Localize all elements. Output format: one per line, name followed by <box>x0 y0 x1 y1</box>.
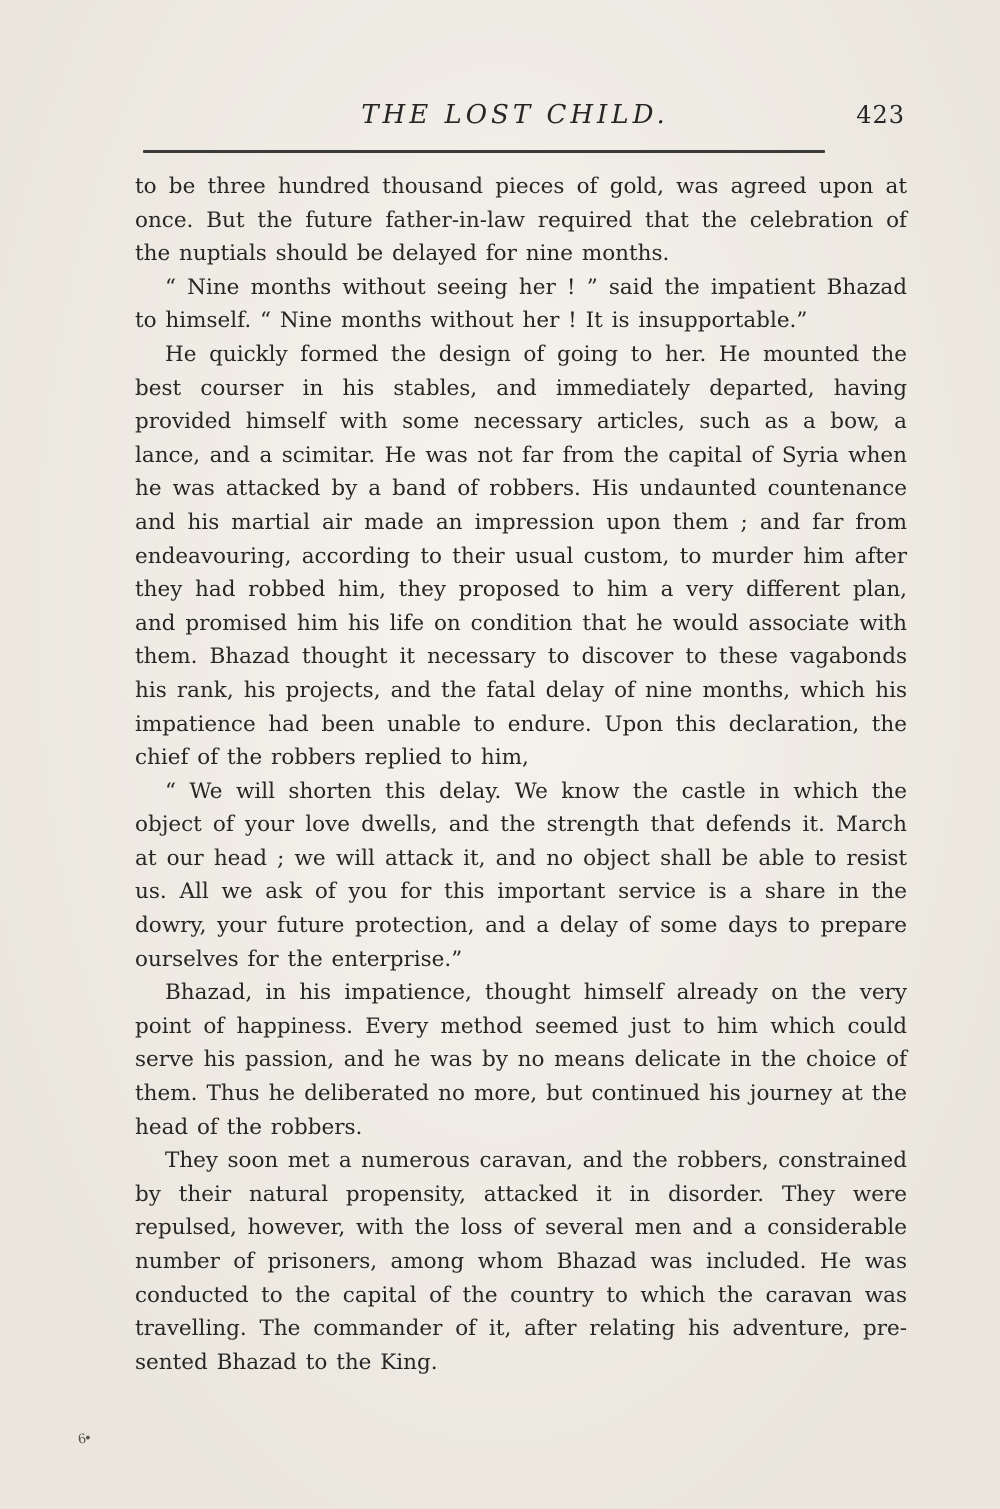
paragraph: They soon met a numerous caravan, and the robbers, constrained by their natural propensity, attacked it in disorder. They were repulsed, however, with the loss of several men and a considerable number of prisoners, among whom Bhazad was included. He was conducted to the capital of the country to which the caravan was travelling. The commander of it, after relating his adventure, presented Bhazad to the King. <box>135 1148 907 1375</box>
paragraph: “ Nine months without seeing her ! ” said the impatient Bhazad to himself. “ Nine months without her ! It is insupportable.” <box>135 274 907 334</box>
running-header <box>135 100 905 130</box>
page-title: THE LOST CHILD. <box>361 100 669 130</box>
scan-artifact-mark: 6• <box>77 1431 91 1448</box>
paragraph: “ We will shorten this delay. We know the castle in which the object of your love dwells, and the strength that defends it. March at our head ; we will attack it, and no object shall be able to resist us. All we ask of you for this important service is a share in the dowry, your future protection, and a delay of some days to prepare ourselves for the enterprise.” <box>135 778 907 972</box>
page-number: 423 <box>856 101 905 129</box>
header-rule-divider <box>143 150 825 153</box>
paragraph: to be three hundred thousand pieces of gold, was agreed upon at once. But the future father-in-law required that the celebration of the nuptials should be delayed for nine months. <box>135 174 907 267</box>
paragraph: He quickly formed the design of going to her. He mounted the best courser in his stables, and immediately departed, having provided himself with some necessary articles, such as a bow, a lance, and a scimitar. He was not far from the capital of Syria when he was attacked by a band of robbers. His undaunted countenance and his martial air made an impression upon them ; and far from endeavouring, according to their usual custom, to murder him after they had robbed him, they proposed to him a very different plan, and promised him his life on condition that he would associate with them. Bhazad thought it necessary to discover to these vagabonds his rank, his projects, and the fatal delay of nine months, which his impatience had been unable to endure. Upon this declaration, the chief of the robbers replied to him, <box>135 341 907 771</box>
paragraph: Bhazad, in his impatience, thought himself already on the very point of happiness. Every method seemed just to him which could serve his passion, and he was by no means delicate in the choice of them. Thus he deliberated no more, but continued his journey at the head of the robbers. <box>135 980 907 1140</box>
body-text-block <box>135 170 907 1379</box>
